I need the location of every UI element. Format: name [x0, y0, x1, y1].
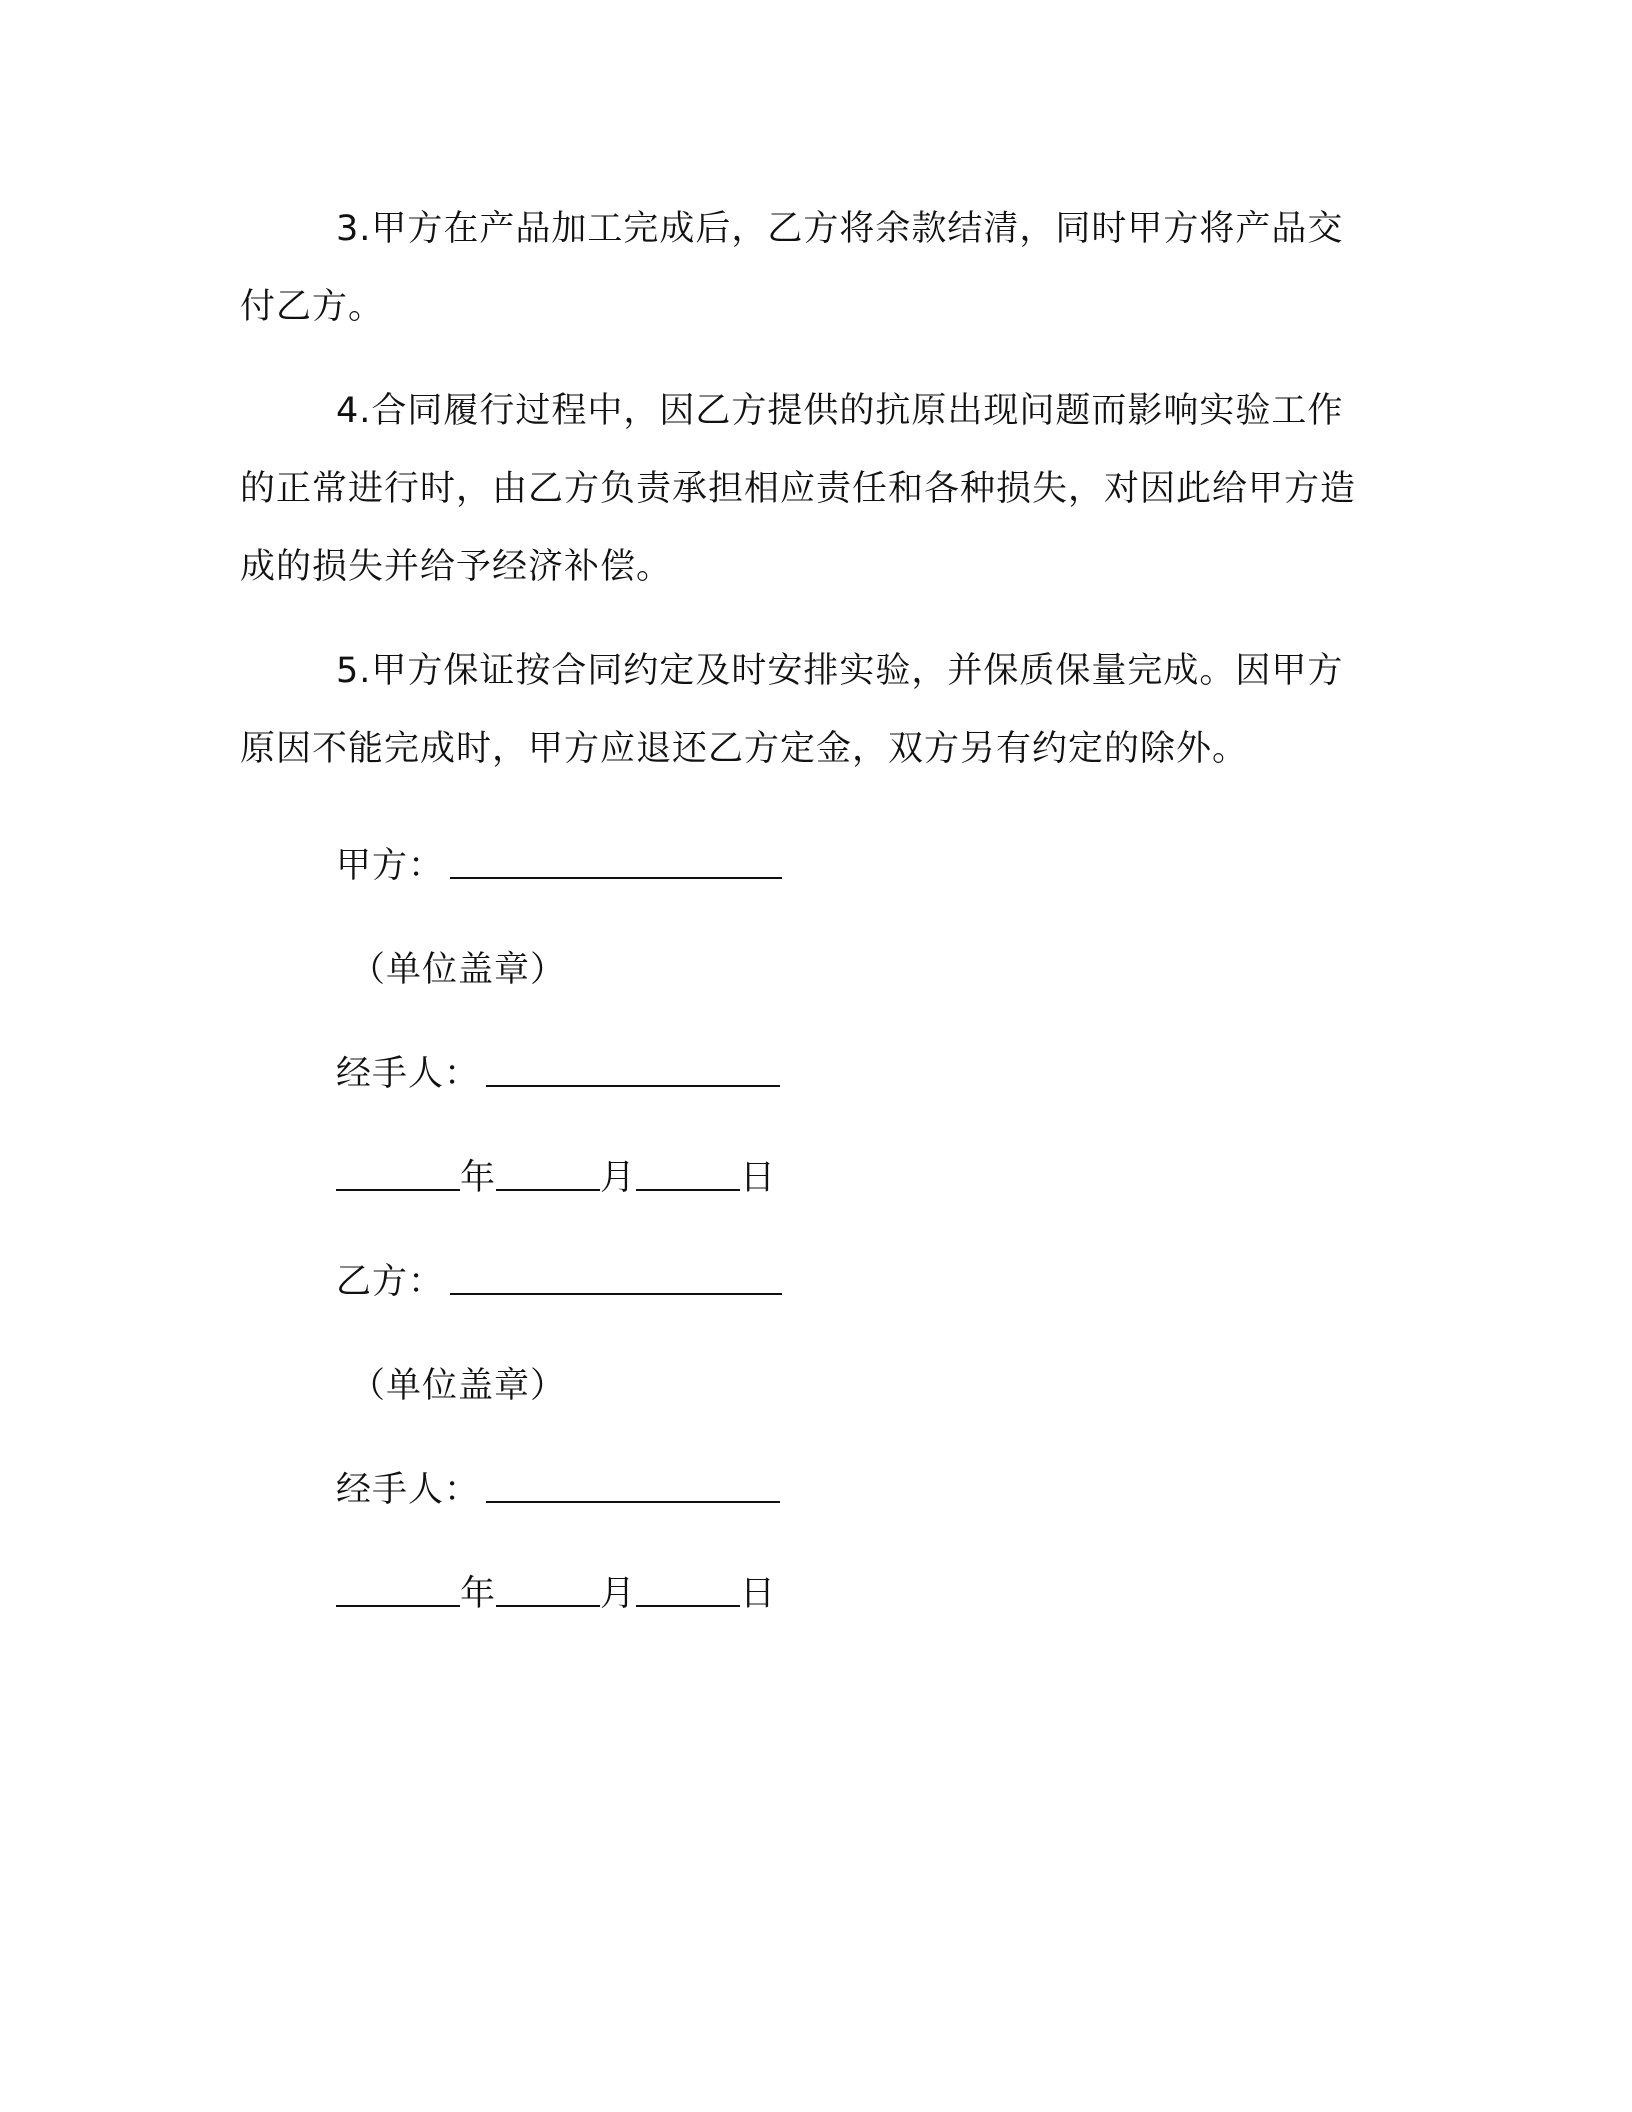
party-b-handler-label: 经手人： [336, 1470, 481, 1510]
party-b-year-label: 年 [460, 1574, 497, 1614]
party-b-year-blank[interactable] [336, 1575, 460, 1607]
document-content [240, 190, 1370, 1646]
party-b-month-label: 月 [600, 1574, 637, 1614]
party-a-blank[interactable] [450, 847, 782, 879]
party-b-handler-line [336, 1438, 1370, 1542]
signature-block [240, 814, 1370, 1646]
party-a-day-label: 日 [740, 1158, 777, 1198]
party-b-label: 乙方： [336, 1262, 445, 1302]
party-a-handler-label: 经手人： [336, 1054, 481, 1094]
party-b-date-line [336, 1542, 1370, 1646]
party-a-month-blank[interactable] [496, 1159, 600, 1191]
party-a-day-blank[interactable] [636, 1159, 740, 1191]
party-b-day-blank[interactable] [636, 1575, 740, 1607]
clause-4: 4.合同履行过程中，因乙方提供的抗原出现问题而影响实验工作的正常进行时，由乙方负责承担相应责任和各种损失，对因此给甲方造成的损失并给予经济补偿。 [240, 391, 1357, 587]
party-a-date-line [336, 1126, 1370, 1230]
party-b-month-blank[interactable] [496, 1575, 600, 1607]
party-a-line [336, 814, 1370, 918]
party-b-handler-blank[interactable] [486, 1471, 780, 1503]
party-a-year-label: 年 [460, 1158, 497, 1198]
clause-3: 3.甲方在产品加工完成后，乙方将余款结清，同时甲方将产品交付乙方。 [240, 209, 1344, 327]
party-b-stamp: （单位盖章） [350, 1366, 567, 1406]
party-b-line [336, 1230, 1370, 1334]
party-b-blank[interactable] [450, 1263, 782, 1295]
party-a-handler-line [336, 1022, 1370, 1126]
party-a-stamp: （单位盖章） [350, 950, 567, 990]
party-a-year-blank[interactable] [336, 1159, 460, 1191]
clause-5: 5.甲方保证按合同约定及时安排实验，并保质保量完成。因甲方原因不能完成时，甲方应退还乙方定金，双方另有约定的除外。 [240, 651, 1344, 769]
party-a-month-label: 月 [600, 1158, 637, 1198]
party-b-day-label: 日 [740, 1574, 777, 1614]
party-a-label: 甲方： [336, 846, 445, 886]
party-a-handler-blank[interactable] [486, 1055, 780, 1087]
